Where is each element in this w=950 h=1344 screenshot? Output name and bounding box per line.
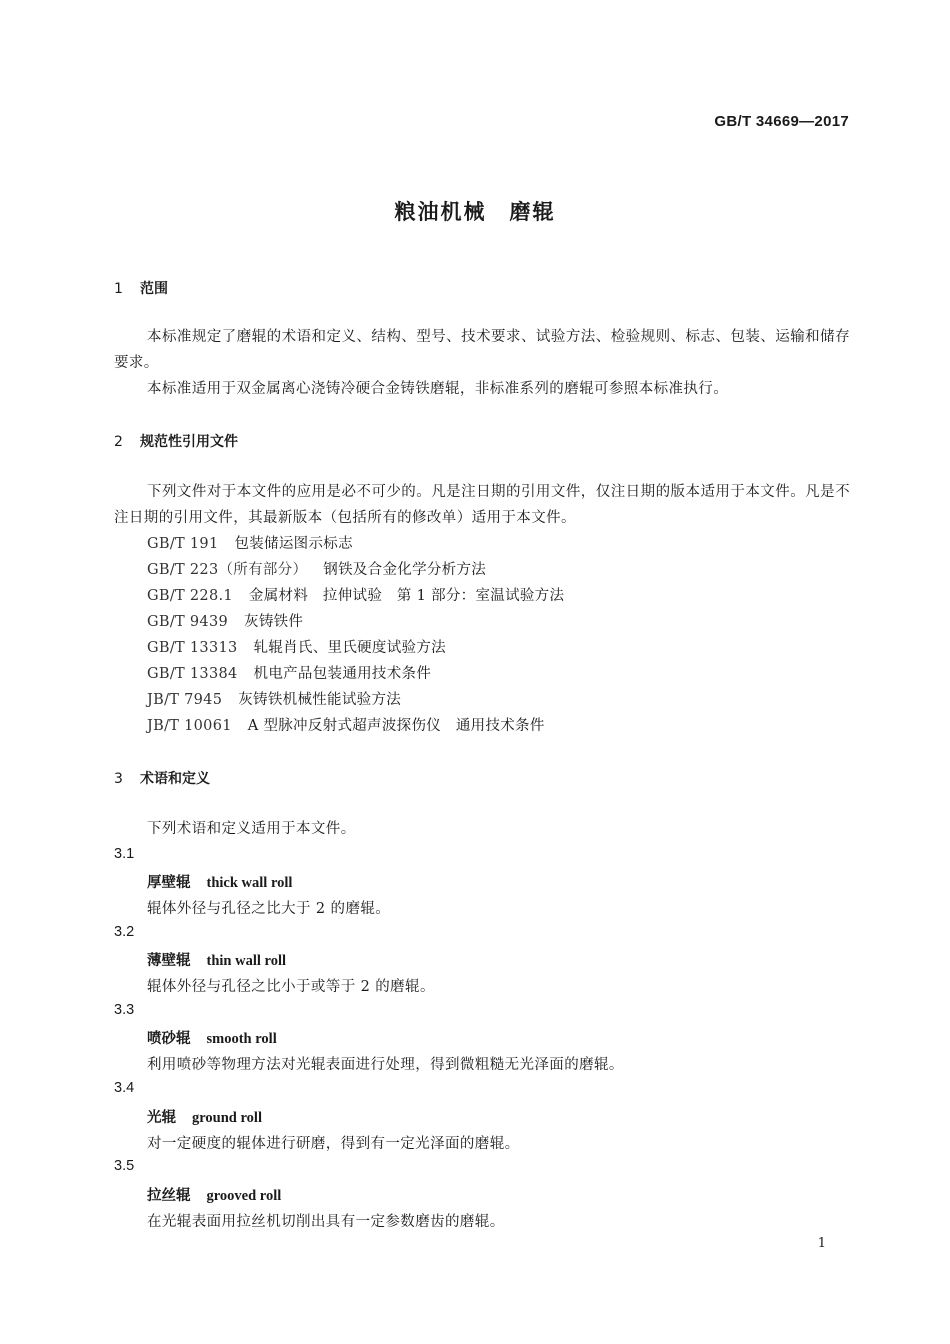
reference-title: 灰铸铁件: [244, 614, 304, 630]
reference-item: [147, 532, 353, 553]
section-title: 术语和定义: [140, 771, 210, 787]
term-definition: 利用喷砂等物理方法对光辊表面进行处理，得到微粗糙无光泽面的磨辊。: [147, 1057, 624, 1073]
reference-item: [147, 636, 446, 657]
terms-intro-paragraph: 下列术语和定义适用于本文件。: [147, 821, 356, 837]
reference-code: GB/T 191: [147, 536, 219, 552]
section-heading-scope: [114, 278, 168, 298]
reference-title: 轧辊肖氏、里氏硬度试验方法: [253, 640, 446, 656]
term-english: thin wall roll: [206, 953, 286, 969]
section-title: 范围: [140, 281, 168, 297]
term-english: ground roll: [192, 1110, 262, 1126]
section-title: 规范性引用文件: [140, 434, 238, 450]
reference-item: [147, 688, 401, 709]
term-heading: [147, 1184, 281, 1205]
reference-item: [147, 714, 545, 735]
reference-code: JB/T 10061: [147, 718, 232, 734]
term-english: grooved roll: [206, 1188, 282, 1204]
normative-intro-paragraph: 下列文件对于本文件的应用是必不可少的。凡是注日期的引用文件，仅注日期的版本适用于本文件。凡是不注日期的引用文件，其最新版本（包括所有的修改单）适用于本文件。: [114, 484, 850, 526]
term-heading: [147, 871, 292, 892]
reference-code: GB/T 228.1: [147, 588, 233, 604]
standard-number: GB/T 34669—2017: [714, 113, 849, 130]
section-number: 1: [114, 281, 123, 297]
reference-code: GB/T 13384: [147, 666, 238, 682]
term-english: thick wall roll: [206, 875, 293, 891]
reference-title: 灰铸铁机械性能试验方法: [238, 692, 402, 708]
term-definition: 在光辊表面用拉丝机切削出具有一定参数磨齿的磨辊。: [147, 1214, 505, 1230]
term-definition: 辊体外径与孔径之比小于或等于 2 的磨辊。: [147, 979, 435, 995]
term-number: 3.5: [114, 1158, 135, 1174]
section-heading-normative-references: [114, 431, 238, 451]
term-heading: [147, 1106, 262, 1127]
term-number: 3.1: [114, 846, 135, 862]
reference-title: 金属材料 拉伸试验 第 1 部分：室温试验方法: [248, 588, 565, 604]
term-definition: 辊体外径与孔径之比大于 2 的磨辊。: [147, 901, 391, 917]
term-chinese: 厚壁辊: [147, 875, 191, 891]
reference-item: [147, 584, 564, 605]
term-number: 3.2: [114, 924, 135, 940]
reference-code: JB/T 7945: [147, 692, 223, 708]
reference-item: [147, 610, 303, 631]
reference-code: GB/T 223（所有部分）: [147, 562, 308, 578]
section-number: 2: [114, 434, 123, 450]
term-english: smooth roll: [206, 1031, 277, 1047]
term-heading: [147, 949, 286, 970]
term-number: 3.4: [114, 1080, 135, 1096]
reference-code: GB/T 9439: [147, 614, 229, 630]
term-chinese: 拉丝辊: [147, 1188, 191, 1204]
reference-title: 包装储运图示标志: [234, 536, 353, 552]
term-definition: 对一定硬度的辊体进行研磨，得到有一定光泽面的磨辊。: [147, 1136, 520, 1152]
term-chinese: 喷砂辊: [147, 1031, 191, 1047]
reference-item: [147, 558, 486, 579]
section-heading-terms: [114, 768, 210, 788]
term-chinese: 光辊: [147, 1110, 176, 1126]
reference-title: 钢铁及合金化学分析方法: [323, 562, 487, 578]
scope-paragraph-2: 本标准适用于双金属离心浇铸冷硬合金铸铁磨辊，非标准系列的磨辊可参照本标准执行。: [147, 381, 729, 397]
term-number: 3.3: [114, 1002, 135, 1018]
reference-item: [147, 662, 431, 683]
page-number: 1: [817, 1236, 826, 1251]
document-title: 粮油机械 磨辊: [394, 200, 556, 224]
term-heading: [147, 1027, 277, 1048]
term-chinese: 薄壁辊: [147, 953, 191, 969]
reference-code: GB/T 13313: [147, 640, 238, 656]
reference-title: 机电产品包装通用技术条件: [253, 666, 432, 682]
section-number: 3: [114, 771, 123, 787]
reference-title: A 型脉冲反射式超声波探伤仪 通用技术条件: [247, 718, 545, 734]
scope-paragraph-1: 本标准规定了磨辊的术语和定义、结构、型号、技术要求、试验方法、检验规则、标志、包装、运输和储存要求。: [114, 329, 850, 371]
